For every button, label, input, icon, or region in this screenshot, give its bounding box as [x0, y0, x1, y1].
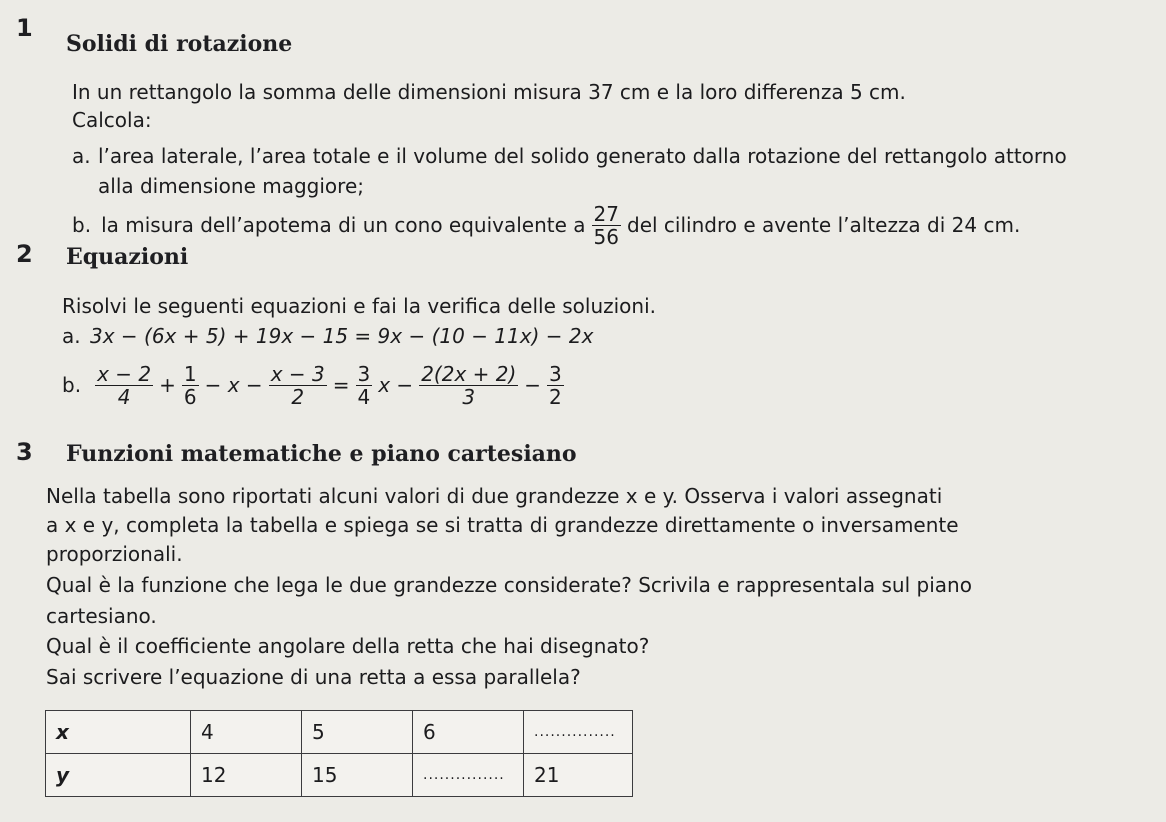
- fraction: $\frac{1}{6}$: [183, 361, 197, 409]
- exercise-3-line: Sai scrivere l’equazione di una retta a essa parallela?: [46, 665, 581, 689]
- fraction-denominator: 56: [593, 224, 619, 249]
- exercise-2-instruction: Risolvi le seguenti equazioni e fai la verifica delle soluzioni.: [62, 294, 656, 318]
- exercise-1-statement: In un rettangolo la somma delle dimensioni misura 37 cm e la loro differenza 5 cm.: [72, 80, 906, 104]
- fraction: $\frac{3}{4}$: [357, 361, 371, 409]
- table-row: [46, 711, 633, 754]
- item-1b-text-after: del cilindro e avente l’altezza di 24 cm.: [627, 213, 1021, 237]
- item-1a-text: l’area laterale, l’area totale e il volume del solido generato dalla rotazione del rettangolo attorno: [98, 144, 1067, 168]
- values-table: [45, 710, 633, 797]
- table-cell: 4: [191, 711, 302, 754]
- fraction: $\frac{3}{2}$: [549, 361, 562, 409]
- item-1b: [72, 190, 1020, 260]
- exercise-2-number: 2: [16, 240, 33, 268]
- fraction: $\frac{x - 2}{4}$: [97, 361, 152, 409]
- exercise-3-line: Qual è il coefficiente angolare della retta che hai disegnato?: [46, 634, 650, 658]
- exercise-3-line: Qual è la funzione che lega le due grandezze considerate? Scrivila e rappresentala sul piano: [46, 573, 972, 597]
- table-header-y: y: [46, 754, 191, 797]
- table-cell: 21: [524, 754, 633, 797]
- item-2a-label: a.: [62, 324, 81, 348]
- table-header-x: x: [46, 711, 191, 754]
- exercise-1-number: 1: [16, 14, 33, 42]
- item-2b-label: b.: [62, 373, 82, 397]
- table-cell: 15: [302, 754, 413, 797]
- exercise-3-line: Nella tabella sono riportati alcuni valori di due grandezze x e y. Osserva i valori assegnati: [46, 484, 943, 508]
- table-cell: 6: [413, 711, 524, 754]
- item-1a-label: a.: [72, 144, 91, 168]
- exercise-3-line: proporzionali.: [46, 542, 183, 566]
- table-cell-blank[interactable]: ...............: [413, 754, 524, 797]
- item-1b-label: b.: [72, 213, 92, 237]
- exercise-1-title: Solidi di rotazione: [66, 31, 293, 57]
- exercise-3-line: cartesiano.: [46, 604, 157, 628]
- table-cell: 12: [191, 754, 302, 797]
- table-row: [46, 754, 633, 797]
- item-1b-text-before: la misura dell’apotema di un cono equivalente a: [101, 213, 586, 237]
- item-1a-text-cont: alla dimensione maggiore;: [98, 174, 364, 198]
- fraction-27-56: [592, 203, 621, 248]
- table-cell-blank[interactable]: ...............: [524, 711, 633, 754]
- exercise-3-title: Funzioni matematiche e piano cartesiano: [66, 441, 577, 467]
- exercise-3-line: a x e y, completa la tabella e spiega se si tratta di grandezze direttamente o inversamente: [46, 513, 959, 537]
- table-cell: 5: [302, 711, 413, 754]
- fraction: $\frac{x - 3}{2}$: [270, 361, 325, 409]
- equation-2b: b. $\frac{x - 2}{4}$ + $\frac{1}{6}$ − x − $\frac{x - 3}{2}$ = $\frac{3}{4}$ x − $\frac{2(2x + 2)}{3}$ − $\frac{3}{2}$: [62, 361, 562, 409]
- exercise-2-title: Equazioni: [66, 244, 189, 270]
- exercise-3-number: 3: [16, 438, 33, 466]
- exercise-1-instruction: Calcola:: [72, 108, 152, 132]
- equation-2a: 3x − (6x + 5) + 19x − 15 = 9x − (10 − 11x) − 2x: [90, 324, 594, 348]
- fraction-numerator: 27: [593, 201, 619, 226]
- fraction: $\frac{2(2x + 2)}{3}$: [421, 361, 517, 409]
